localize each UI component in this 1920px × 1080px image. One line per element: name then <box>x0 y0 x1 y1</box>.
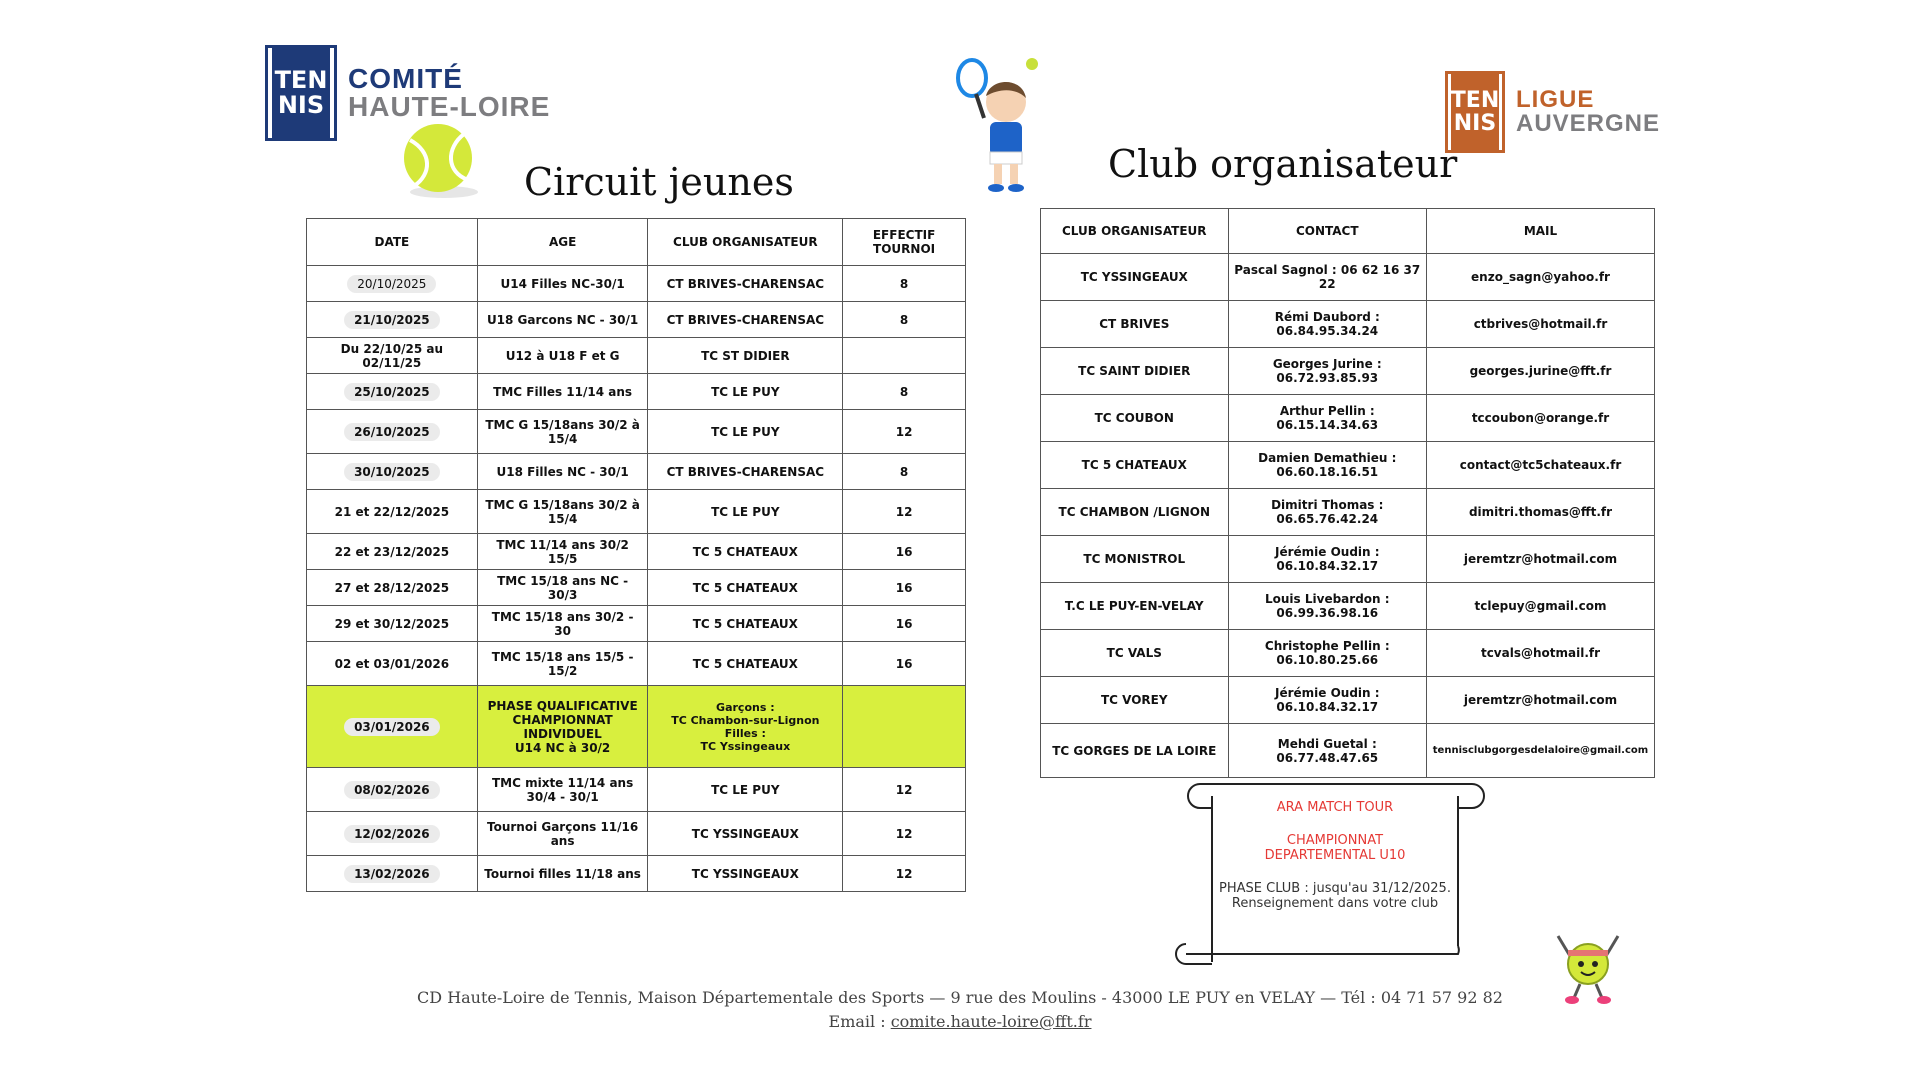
cell-age: U18 Filles NC - 30/1 <box>477 454 648 490</box>
club-organisateur-title: Club organisateur <box>1108 142 1458 186</box>
cell-club: TC SAINT DIDIER <box>1041 348 1229 395</box>
ara-match-tour-notice <box>1166 776 1492 974</box>
cell-effectif: 8 <box>843 454 966 490</box>
cell-effectif: 16 <box>843 642 966 686</box>
cell-club: CT BRIVES-CHARENSAC <box>648 302 843 338</box>
table-row <box>1041 395 1655 442</box>
cell-age: TMC 11/14 ans 30/2 15/5 <box>477 534 648 570</box>
comite-logo-line1: COMITÉ <box>348 63 463 94</box>
date-pill: 08/02/2026 <box>344 781 440 799</box>
cell-age: U12 à U18 F et G <box>477 338 648 374</box>
notice-text <box>1210 800 1460 911</box>
highlight-club-line: Garçons : <box>716 700 775 714</box>
table-row <box>307 410 966 454</box>
table-row <box>307 490 966 534</box>
ligue-logo-line1: LIGUE <box>1516 86 1595 113</box>
highlight-age-line: CHAMPIONNAT <box>512 712 613 727</box>
cell-club: TC VOREY <box>1041 677 1229 724</box>
club-contacts-table <box>1040 208 1655 778</box>
circuit-jeunes-table <box>306 218 966 892</box>
table-header-row <box>1041 209 1655 254</box>
table-row <box>1041 489 1655 536</box>
cell-date: 21 et 22/12/2025 <box>307 490 478 534</box>
cell-mail[interactable]: jeremtzr@hotmail.com <box>1427 677 1655 724</box>
cell-club: TC 5 CHATEAUX <box>648 606 843 642</box>
cell-date: 27 et 28/12/2025 <box>307 570 478 606</box>
highlight-age-line: INDIVIDUEL <box>523 726 602 741</box>
table-row <box>307 266 966 302</box>
cell-date <box>307 454 478 490</box>
cell-contact: Georges Jurine : 06.72.93.85.93 <box>1228 348 1426 395</box>
cell-age: TMC 15/18 ans NC - 30/3 <box>477 570 648 606</box>
header-mail: MAIL <box>1427 209 1655 254</box>
date-pill: 12/02/2026 <box>344 825 440 843</box>
cell-club: TC COUBON <box>1041 395 1229 442</box>
table-row <box>1041 301 1655 348</box>
cell-club: CT BRIVES <box>1041 301 1229 348</box>
ligue-logo-box <box>1448 74 1502 150</box>
cell-effectif: 8 <box>843 302 966 338</box>
cell-mail[interactable]: jeremtzr@hotmail.com <box>1427 536 1655 583</box>
cell-date <box>307 686 478 768</box>
comite-logo-line2: HAUTE-LOIRE <box>348 91 551 122</box>
highlight-club-line: Filles : <box>724 726 766 740</box>
cell-effectif: 16 <box>843 570 966 606</box>
cell-age: TMC mixte 11/14 ans 30/4 - 30/1 <box>477 768 648 812</box>
notice-line1: ARA MATCH TOUR <box>1276 800 1394 815</box>
cell-mail[interactable]: georges.jurine@fft.fr <box>1427 348 1655 395</box>
cell-mail[interactable]: contact@tc5chateaux.fr <box>1427 442 1655 489</box>
table-row <box>1041 630 1655 677</box>
comite-logo-text <box>348 65 550 121</box>
ligue-logo-box-top: TEN <box>1450 87 1500 113</box>
table-row <box>1041 724 1655 778</box>
cell-contact: Jérémie Oudin : 06.10.84.32.17 <box>1228 536 1426 583</box>
table-row <box>307 374 966 410</box>
cell-effectif: 8 <box>843 374 966 410</box>
highlight-age-line: U14 NC à 30/2 <box>514 740 611 755</box>
cell-mail[interactable]: enzo_sagn@yahoo.fr <box>1427 254 1655 301</box>
table-row <box>307 302 966 338</box>
header-date: DATE <box>307 219 478 266</box>
comite-logo-box-bottom: NIS <box>277 91 325 119</box>
table-row <box>1041 348 1655 395</box>
cell-contact: Damien Demathieu : 06.60.18.16.51 <box>1228 442 1426 489</box>
cell-club: TC YSSINGEAUX <box>648 812 843 856</box>
cell-date: 29 et 30/12/2025 <box>307 606 478 642</box>
cell-mail[interactable]: tennisclubgorgesdelaloire@gmail.com <box>1427 724 1655 778</box>
cell-club: TC 5 CHATEAUX <box>648 534 843 570</box>
cell-club: TC YSSINGEAUX <box>1041 254 1229 301</box>
cell-club: T.C LE PUY-EN-VELAY <box>1041 583 1229 630</box>
cell-mail[interactable]: tccoubon@orange.fr <box>1427 395 1655 442</box>
table-row <box>307 534 966 570</box>
cell-age: TMC G 15/18ans 30/2 à 15/4 <box>477 410 648 454</box>
cell-club: TC LE PUY <box>648 490 843 534</box>
cell-date <box>307 410 478 454</box>
highlight-club-line: TC Yssingeaux <box>700 739 791 753</box>
notice-line2: CHAMPIONNAT <box>1286 833 1384 848</box>
ligue-logo-box-bottom: NIS <box>1453 111 1497 136</box>
cell-club: TC 5 CHATEAUX <box>648 570 843 606</box>
comite-logo-box-top: TEN <box>274 65 328 94</box>
cell-date <box>307 768 478 812</box>
cell-mail[interactable]: tcvals@hotmail.fr <box>1427 630 1655 677</box>
ligue-logo-line2: AUVERGNE <box>1516 110 1661 137</box>
cell-club: TC LE PUY <box>648 768 843 812</box>
circuit-jeunes-title: Circuit jeunes <box>524 160 794 204</box>
cell-age: TMC 15/18 ans 15/5 - 15/2 <box>477 642 648 686</box>
cell-effectif <box>843 338 966 374</box>
date-pill: 26/10/2025 <box>344 423 440 441</box>
tennis-ball-icon <box>398 122 484 200</box>
table-row <box>1041 583 1655 630</box>
header-age: AGE <box>477 219 648 266</box>
cell-club: TC 5 CHATEAUX <box>648 642 843 686</box>
footer-address: CD Haute-Loire de Tennis, Maison Départementale des Sports — 9 rue des Moulins - 43000 LE PUY en VELAY — Tél : 04 71 57 92 82 <box>417 988 1503 1007</box>
header-club: CLUB ORGANISATEUR <box>648 219 843 266</box>
cell-effectif: 12 <box>843 812 966 856</box>
header-club: CLUB ORGANISATEUR <box>1041 209 1229 254</box>
cell-club: TC LE PUY <box>648 410 843 454</box>
table-row <box>307 642 966 686</box>
notice-line4: PHASE CLUB : jusqu'au 31/12/2025. <box>1219 881 1451 896</box>
cell-club: TC ST DIDIER <box>648 338 843 374</box>
cell-effectif: 12 <box>843 768 966 812</box>
cell-club: TC CHAMBON /LIGNON <box>1041 489 1229 536</box>
comite-logo-box <box>268 48 334 138</box>
footer-email-line <box>0 1010 1920 1034</box>
cell-age <box>477 686 648 768</box>
cell-mail[interactable]: ctbrives@hotmail.fr <box>1427 301 1655 348</box>
cell-contact: Jérémie Oudin : 06.10.84.32.17 <box>1228 677 1426 724</box>
date-pill: 30/10/2025 <box>344 463 440 481</box>
header-effectif-line2: TOURNOI <box>873 242 936 256</box>
cell-age: TMC G 15/18ans 30/2 à 15/4 <box>477 490 648 534</box>
footer-email-label: Email : <box>828 1012 891 1031</box>
cell-club: TC VALS <box>1041 630 1229 677</box>
cell-club: TC YSSINGEAUX <box>648 856 843 892</box>
date-pill: 13/02/2026 <box>344 865 440 883</box>
header-contact: CONTACT <box>1228 209 1426 254</box>
highlight-age-line: PHASE QUALIFICATIVE <box>487 698 638 713</box>
footer-email-link[interactable]: comite.haute-loire@fft.fr <box>890 1012 1092 1031</box>
table-row-highlight <box>307 686 966 768</box>
cell-contact: Dimitri Thomas : 06.65.76.42.24 <box>1228 489 1426 536</box>
table-row <box>1041 254 1655 301</box>
cell-date <box>307 266 478 302</box>
cell-effectif: 8 <box>843 266 966 302</box>
ligue-logo <box>1448 74 1660 150</box>
header-effectif <box>843 219 966 266</box>
cell-age: TMC Filles 11/14 ans <box>477 374 648 410</box>
cell-contact: Pascal Sagnol : 06 62 16 37 22 <box>1228 254 1426 301</box>
cell-date <box>307 302 478 338</box>
table-header-row <box>307 219 966 266</box>
cell-date: 02 et 03/01/2026 <box>307 642 478 686</box>
cell-club: TC 5 CHATEAUX <box>1041 442 1229 489</box>
cell-age: U14 Filles NC-30/1 <box>477 266 648 302</box>
cell-contact: Mehdi Guetal : 06.77.48.47.65 <box>1228 724 1426 778</box>
ligue-logo-text <box>1516 88 1660 136</box>
cell-club: CT BRIVES-CHARENSAC <box>648 266 843 302</box>
cell-age: TMC 15/18 ans 30/2 - 30 <box>477 606 648 642</box>
cell-club: TC GORGES DE LA LOIRE <box>1041 724 1229 778</box>
table-row <box>307 338 966 374</box>
table-row <box>307 856 966 892</box>
table-row <box>307 768 966 812</box>
table-row <box>307 454 966 490</box>
highlight-club-line: TC Chambon-sur-Lignon <box>671 713 820 727</box>
tennis-player-kid-icon <box>950 52 1050 194</box>
cell-effectif: 12 <box>843 490 966 534</box>
cell-age: Tournoi filles 11/18 ans <box>477 856 648 892</box>
date-pill: 25/10/2025 <box>344 383 440 401</box>
cell-contact: Louis Livebardon : 06.99.36.98.16 <box>1228 583 1426 630</box>
date-pill: 21/10/2025 <box>344 311 440 329</box>
cell-club: CT BRIVES-CHARENSAC <box>648 454 843 490</box>
cell-effectif <box>843 686 966 768</box>
cell-club: TC LE PUY <box>648 374 843 410</box>
table-row <box>1041 677 1655 724</box>
cell-effectif: 16 <box>843 606 966 642</box>
date-pill: 03/01/2026 <box>344 718 440 736</box>
cell-date: 22 et 23/12/2025 <box>307 534 478 570</box>
table-row <box>307 812 966 856</box>
table-row <box>307 606 966 642</box>
cell-effectif: 12 <box>843 856 966 892</box>
cell-date <box>307 812 478 856</box>
cell-mail[interactable]: tclepuy@gmail.com <box>1427 583 1655 630</box>
cell-effectif: 16 <box>843 534 966 570</box>
notice-line5: Renseignement dans votre club <box>1231 896 1439 911</box>
cell-contact: Rémi Daubord : 06.84.95.34.24 <box>1228 301 1426 348</box>
header-effectif-line1: EFFECTIF <box>872 228 936 242</box>
footer <box>0 986 1920 1034</box>
cell-age: U18 Garcons NC - 30/1 <box>477 302 648 338</box>
cell-date: Du 22/10/25 au 02/11/25 <box>307 338 478 374</box>
table-row <box>1041 442 1655 489</box>
cell-date <box>307 856 478 892</box>
cell-club: TC MONISTROL <box>1041 536 1229 583</box>
cell-mail[interactable]: dimitri.thomas@fft.fr <box>1427 489 1655 536</box>
cell-effectif: 12 <box>843 410 966 454</box>
cell-club <box>648 686 843 768</box>
notice-line3: DEPARTEMENTAL U10 <box>1264 848 1406 863</box>
cell-contact: Christophe Pellin : 06.10.80.25.66 <box>1228 630 1426 677</box>
cell-contact: Arthur Pellin : 06.15.14.34.63 <box>1228 395 1426 442</box>
table-row <box>307 570 966 606</box>
date-pill: 20/10/2025 <box>347 275 436 293</box>
cell-date <box>307 374 478 410</box>
cell-age: Tournoi Garçons 11/16 ans <box>477 812 648 856</box>
table-row <box>1041 536 1655 583</box>
